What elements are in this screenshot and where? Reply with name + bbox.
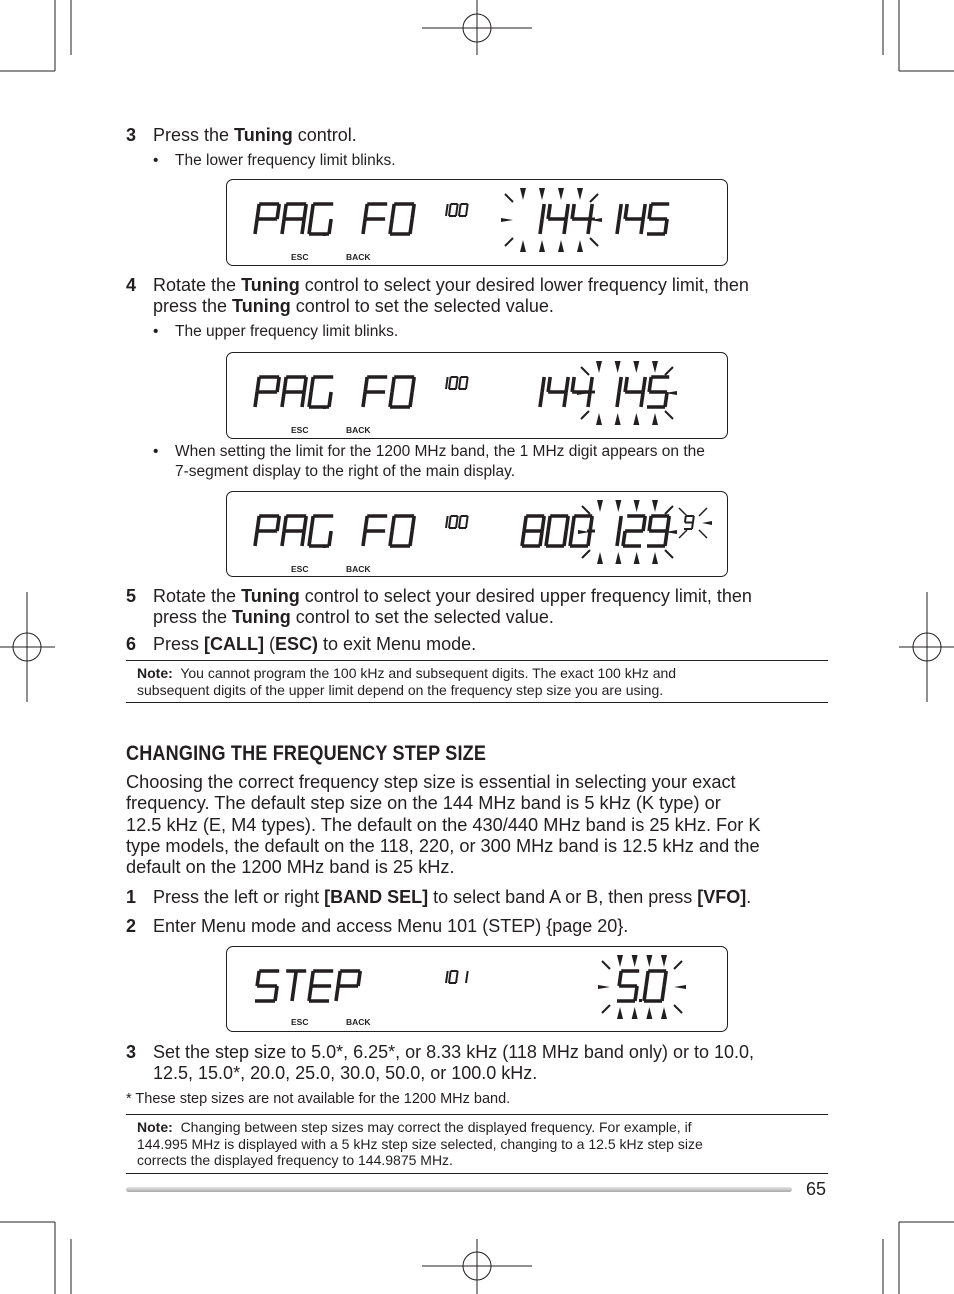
lcd-esc-label: ESC	[291, 564, 309, 574]
note-label: Note:	[137, 1119, 173, 1135]
lcd-back-label: BACK	[346, 252, 371, 262]
lcd-display-step	[226, 946, 728, 1032]
lcd-segments	[255, 361, 677, 425]
lcd-esc-label: ESC	[291, 425, 309, 435]
lcd-display-lower-limit	[226, 179, 728, 266]
lcd-segments	[255, 955, 686, 1019]
lcd-esc-label: ESC	[291, 252, 309, 262]
lcd-display-upper-limit	[226, 352, 728, 439]
note-box-step-change: Note: Changing between step sizes may correct the displayed frequency. For example, if 144.995 MHz is displayed with a 5 kHz step size selected, changing to a 12.5 kHz step size corrects the displayed frequency to 144.9875 MHz.	[126, 1114, 828, 1174]
page-number: 65	[806, 1179, 827, 1199]
intro-paragraph: Choosing the correct frequency step size is essential in selecting your exact frequency. The default step size on the 144 MHz band is 5 kHz (K type) or 12.5 kHz (E, M4 types). The default on the 430/440 MHz band is 25 kHz. For K type models, the default on the 118, 220, or 300 MHz band is 12.5 kHz and the default on the 1200 MHz band is 25 kHz.	[126, 772, 761, 878]
footnote: * These step sizes are not available for the 1200 MHz band.	[126, 1091, 511, 1107]
step-text: Press the Tuning control.	[153, 125, 357, 145]
lcd-display-1200mhz	[226, 491, 728, 577]
lcd-segments	[255, 500, 712, 564]
page-footer-bar	[126, 1187, 792, 1192]
lcd-back-label: BACK	[346, 1017, 371, 1027]
note-box-100khz: Note: You cannot program the 100 kHz and subsequent digits. The exact 100 kHz and subsequent digits of the upper limit depend on the frequency step size you are using.	[126, 660, 828, 703]
lcd-esc-label: ESC	[291, 1017, 309, 1027]
note-label: Note:	[137, 665, 173, 681]
section-title: CHANGING THE FREQUENCY STEP SIZE	[126, 742, 487, 765]
lcd-back-label: BACK	[346, 564, 371, 574]
step-number: 3	[126, 125, 137, 145]
lcd-back-label: BACK	[346, 425, 371, 435]
step-text: Rotate the Tuning control to select your desired lower frequency limit, then press the Tuning control to set the selected value.	[153, 275, 749, 316]
lcd-segments	[255, 188, 669, 252]
